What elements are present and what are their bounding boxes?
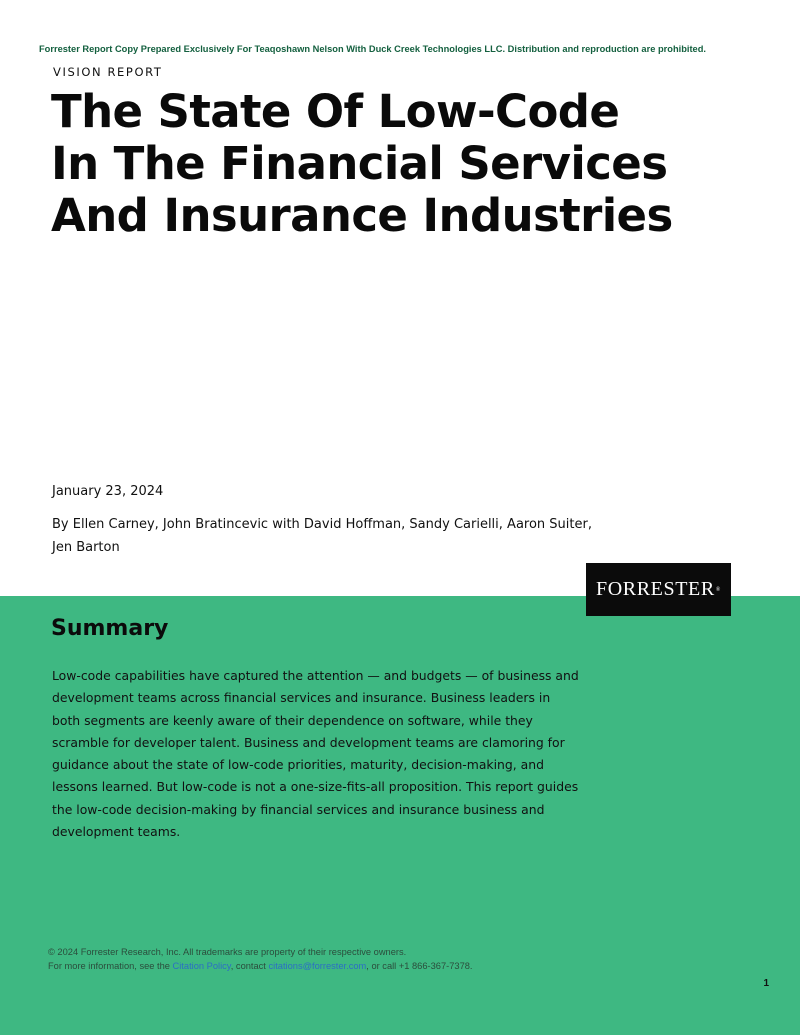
citation-policy-link[interactable]: Citation Policy	[172, 961, 231, 971]
report-title	[51, 86, 691, 242]
page-footer	[48, 945, 748, 973]
distribution-notice: Forrester Report Copy Prepared Exclusively For Teaqoshawn Nelson With Duck Creek Technologies LLC. Distribution and reproduction are prohibited.	[39, 44, 706, 54]
contact-suffix: , or call +1 866-367-7378.	[366, 961, 473, 971]
summary-line: Low-code capabilities have captured the attention — and budgets — of business and	[52, 668, 579, 683]
contact-middle: , contact	[230, 961, 269, 971]
report-type-label: VISION REPORT	[53, 65, 163, 79]
summary-line: scramble for developer talent. Business and development teams are clamoring for	[52, 734, 565, 750]
summary-heading: Summary	[51, 616, 169, 641]
summary-line: the low-code decision-making by financial services and insurance business and	[52, 801, 545, 817]
title-line: In The Financial Services	[51, 137, 668, 190]
registered-mark: ®	[715, 586, 721, 593]
title-line: The State Of Low-Code	[51, 85, 620, 138]
summary-line: development teams.	[52, 824, 181, 840]
summary-line: lessons learned. But low-code is not a one-size-fits-all proposition. This report guides	[52, 779, 579, 795]
summary-line: both segments are keenly aware of their dependence on software, while they	[52, 712, 533, 728]
publication-date: January 23, 2024	[52, 484, 164, 499]
forrester-logo	[586, 563, 731, 616]
summary-line: guidance about the state of low-code priorities, maturity, decision-making, and	[52, 757, 544, 773]
logo-wordmark: FORRESTER	[596, 578, 715, 600]
title-line: And Insurance Industries	[51, 189, 673, 242]
summary-line: development teams across financial services and insurance. Business leaders in	[52, 690, 551, 706]
author-list: By Ellen Carney, John Bratincevic with David Hoffman, Sandy Carielli, Aaron Suiter, Jen Barton	[52, 517, 592, 555]
contact-prefix: For more information, see the	[48, 961, 173, 971]
contact-line	[48, 959, 748, 973]
citations-email-link[interactable]: citations@forrester.com	[268, 961, 367, 971]
copyright-notice: © 2024 Forrester Research, Inc. All trademarks are property of their respective owners.	[48, 947, 407, 957]
summary-text	[52, 665, 579, 843]
page-number: 1	[763, 978, 769, 989]
